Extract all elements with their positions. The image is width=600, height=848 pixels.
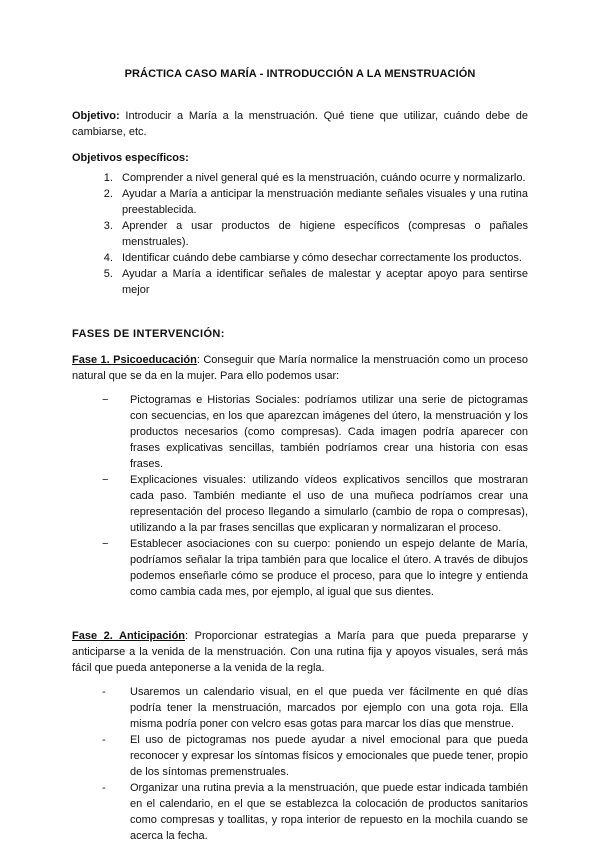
dash-bullet: − [102, 394, 109, 406]
list-item [102, 536, 528, 600]
phase2-intro-text: : Proporcionar estrategias a María para que pueda prepararse y anticiparse a la venida de la menstruación. Con una rutina fija y apoyos visuales, será más fácil que pueda anteponerse a la venida de la regla. [72, 630, 528, 674]
list-item [102, 732, 528, 780]
objective-text: Introducir a María a la menstruación. Qué tiene que utilizar, cuándo debe de cambiarse, etc. [72, 110, 528, 138]
list-item: 2. Ayudar a María a anticipar la menstruación mediante señales visuales y una rutina preestablecida. [116, 186, 528, 218]
specific-objectives-heading: Objetivos específicos: [72, 152, 189, 164]
dash-bullet: - [102, 686, 106, 698]
phase2-list [72, 684, 528, 844]
list-item: 5. Ayudar a María a identificar señales de malestar y aceptar apoyo para sentirse mejor [116, 266, 528, 298]
list-item-text: Organizar una rutina previa a la menstruación, que puede estar indicada también en el calendario, en el que se establezca la colocación de productos sanitarios como compresas y toallitas, y ropa interior de repuesto en la mochila cuando se acerca la fecha. [130, 782, 528, 842]
list-item-text: Usaremos un calendario visual, en el que pueda ver fácilmente en qué días podría tener la menstruación, marcados por ejemplo con una gota roja. Ella misma podría poner con velcro esas gotas para marcar los días que menstrue. [130, 686, 528, 730]
list-item-text: Explicaciones visuales: utilizando vídeos explicativos sencillos que mostraran cada paso. También mediante el uso de una muñeca podríamos crear una representación del proceso llegando a simularlo (cambio de ropa o compresas), utilizando a la par frases sencillas que explicaran y normalizaran el proceso. [130, 474, 528, 534]
dash-bullet: - [102, 734, 106, 746]
list-item: 4. Identificar cuándo debe cambiarse y cómo desechar correctamente los productos. [116, 250, 528, 266]
document-title: PRÁCTICA CASO MARÍA - INTRODUCCIÓN A LA MENSTRUACIÓN [124, 68, 476, 80]
dash-bullet: - [102, 782, 106, 794]
list-item-text: Pictogramas e Historias Sociales: podríamos utilizar una serie de pictogramas con secuencias, en los que aparezcan imágenes del útero, la menstruación y los productos necesarios (como compresas). Cada imagen podría aparecer con frases explicativas sencillas, también podríamos crear una historia con esas frases. [130, 394, 528, 470]
phase1-label: Fase 1. Psicoeducación [72, 354, 197, 366]
phase2-intro [72, 628, 528, 676]
dash-bullet: − [102, 538, 109, 550]
list-item [102, 780, 528, 844]
dash-bullet: − [102, 474, 109, 486]
list-item: 1. Comprender a nivel general qué es la menstruación, cuándo ocurre y normalizarlo. [116, 170, 528, 186]
list-item-text: Establecer asociaciones con su cuerpo: poniendo un espejo delante de María, podríamos señalar la tripa también para que localice el útero. A través de dibujos podemos enseñarle cómo se produce el proceso, para que lo integre y entienda como cambia cada mes, por ejemplo, al igual que sus dientes. [130, 538, 528, 598]
phase1-list [72, 392, 528, 600]
phases-heading: FASES DE INTERVENCIÓN: [72, 328, 225, 340]
list-item [102, 472, 528, 536]
list-item-text: El uso de pictogramas nos puede ayudar a nivel emocional para que pueda reconocer y expresar los síntomas físicos y emocionales que puede tener, propio de los síntomas premenstruales. [130, 734, 528, 778]
phase1-intro-text: : Conseguir que María normalice la menstruación como un proceso natural que se da en la mujer. Para ello podemos usar: [72, 354, 528, 382]
list-item [102, 392, 528, 472]
phase1-intro [72, 352, 528, 384]
objective-label: Objetivo: [72, 110, 120, 122]
list-item [102, 684, 528, 732]
list-item: 3. Aprender a usar productos de higiene específicos (compresas o pañales menstruales). [116, 218, 528, 250]
objective-paragraph [72, 108, 528, 140]
phase2-label: Fase 2. Anticipación [72, 630, 186, 642]
specific-objectives-list [72, 170, 528, 298]
